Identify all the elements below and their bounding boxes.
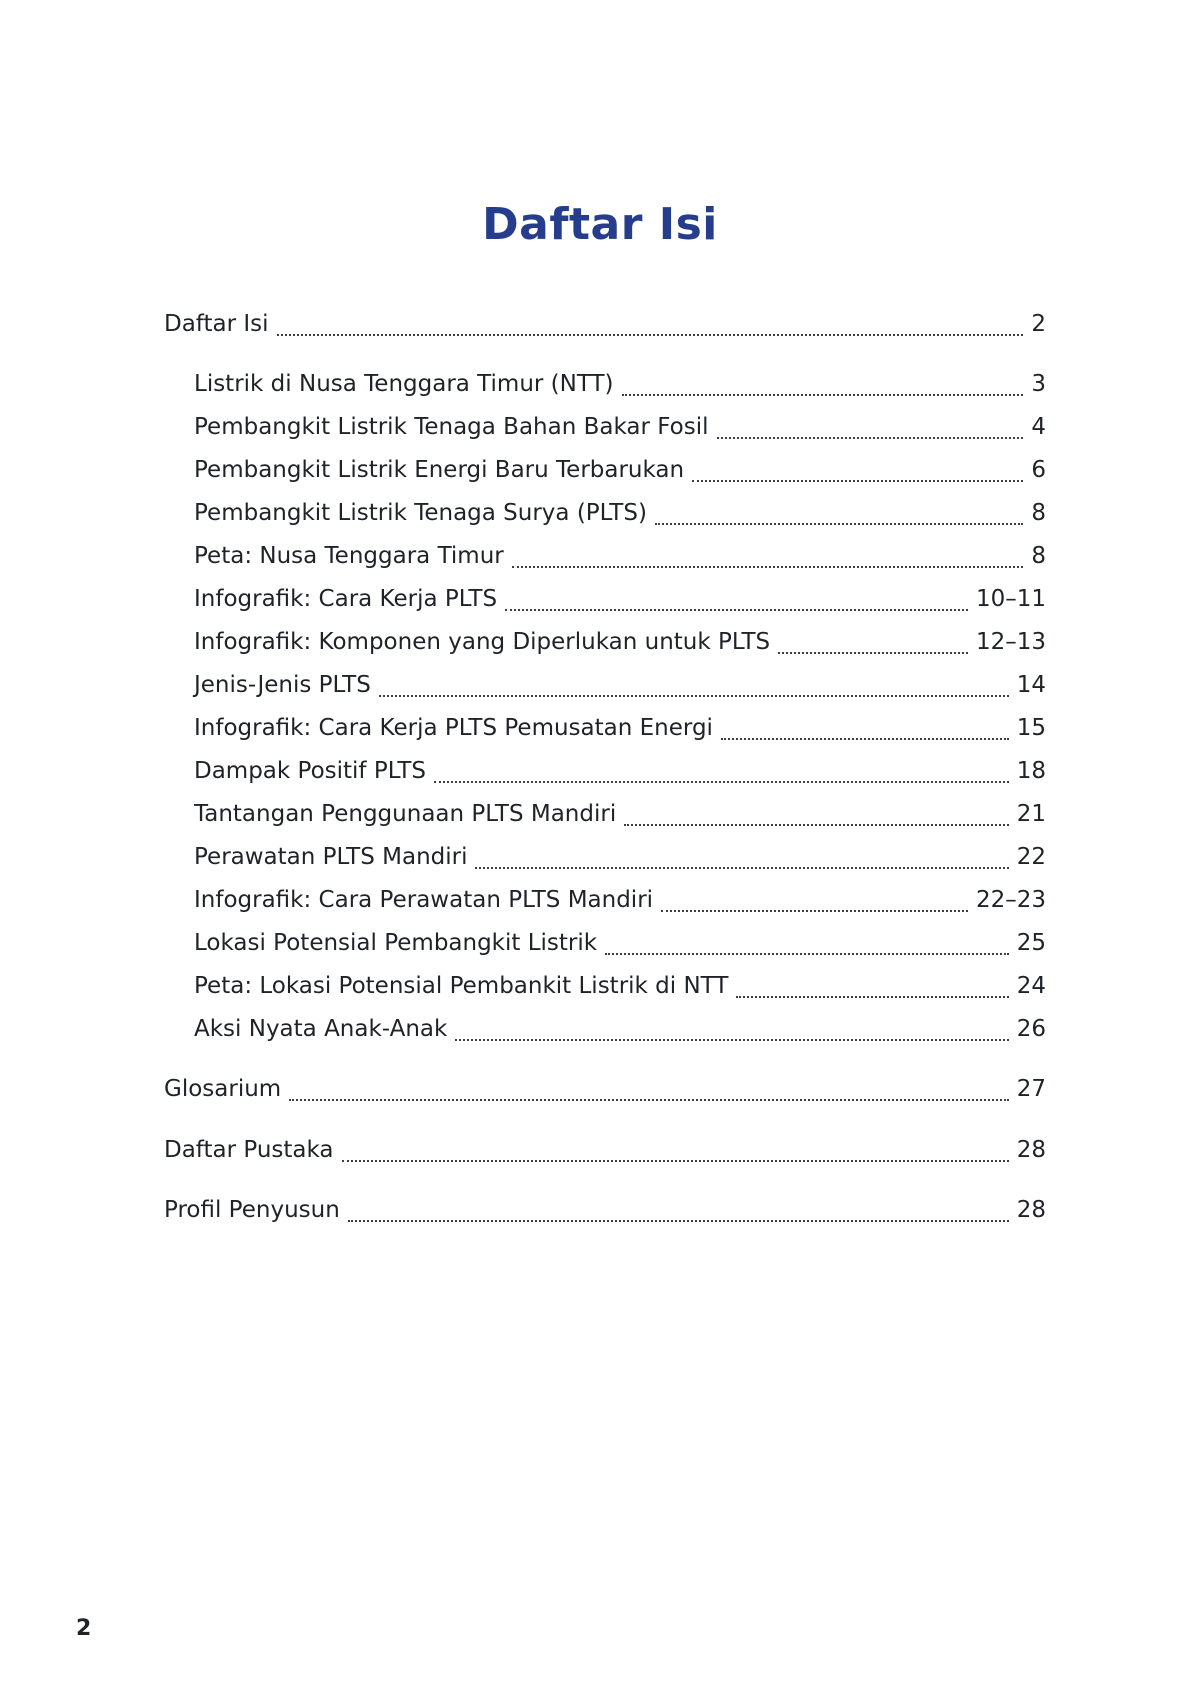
toc-dot-leader: [661, 910, 968, 912]
toc-entry-label: Infografik: Cara Kerja PLTS: [194, 586, 498, 612]
toc-entry-label: Listrik di Nusa Tenggara Timur (NTT): [194, 371, 614, 397]
toc-entry-label: Daftar Pustaka: [164, 1137, 334, 1163]
toc-entry-page: 3: [1031, 371, 1046, 397]
toc-dot-leader: [512, 566, 1024, 568]
toc-entry-label: Perawatan PLTS Mandiri: [194, 844, 468, 870]
toc-entry-label: Pembangkit Listrik Tenaga Surya (PLTS): [194, 500, 647, 526]
toc-entry-pembangkit-ebt[interactable]: [194, 452, 1046, 488]
toc-entry-page: 28: [1016, 1137, 1046, 1163]
toc-dot-leader: [455, 1039, 1008, 1041]
toc-entry-label: Infografik: Cara Kerja PLTS Pemusatan Energi: [194, 715, 713, 741]
toc-entry-perawatan[interactable]: [194, 839, 1046, 875]
toc-entry-page: 4: [1031, 414, 1046, 440]
toc-entry-page: 15: [1016, 715, 1046, 741]
toc-entry-daftar-isi[interactable]: [164, 306, 1046, 342]
toc-dot-leader: [655, 523, 1023, 525]
toc-entry-infografik-perawatan[interactable]: [194, 882, 1046, 918]
toc-entry-page: 27: [1016, 1076, 1046, 1102]
toc-entry-page: 6: [1031, 457, 1046, 483]
toc-dot-leader: [348, 1220, 1009, 1222]
toc-entry-page: 25: [1016, 930, 1046, 956]
toc-entry-label: Lokasi Potensial Pembangkit Listrik: [194, 930, 598, 956]
page-title: Daftar Isi: [482, 199, 718, 251]
toc-entry-page: 22–23: [975, 887, 1046, 913]
toc-entry-label: Infografik: Komponen yang Diperlukan untuk PLTS: [194, 629, 771, 655]
toc-dot-leader: [622, 394, 1024, 396]
toc-entry-label: Aksi Nyata Anak-Anak: [194, 1016, 448, 1042]
toc-dot-leader: [434, 781, 1009, 783]
toc-entry-label: Dampak Positif PLTS: [194, 758, 427, 784]
toc-entry-label: Glosarium: [164, 1076, 282, 1102]
toc-dot-leader: [277, 334, 1024, 336]
toc-entry-glosarium[interactable]: [164, 1071, 1046, 1107]
toc-entry-label: Pembangkit Listrik Energi Baru Terbarukan: [194, 457, 685, 483]
toc-entry-label: Peta: Lokasi Potensial Pembankit Listrik di NTT: [194, 973, 729, 999]
toc-entry-page: 14: [1016, 672, 1046, 698]
toc-entry-aksi-nyata[interactable]: [194, 1011, 1046, 1047]
toc-entry-profil-penyusun[interactable]: [164, 1192, 1046, 1228]
toc-dot-leader: [505, 609, 968, 611]
toc-dot-leader: [605, 953, 1009, 955]
toc-entry-jenis-plts[interactable]: [194, 667, 1046, 703]
toc-entry-page: 2: [1031, 311, 1046, 337]
toc-entry-page: 21: [1016, 801, 1046, 827]
toc-dot-leader: [736, 996, 1008, 998]
toc-entry-page: 8: [1031, 543, 1046, 569]
toc-entry-label: Profil Penyusun: [164, 1197, 340, 1223]
toc-dot-leader: [289, 1099, 1009, 1101]
toc-dot-leader: [692, 480, 1023, 482]
toc-entry-label: Daftar Isi: [164, 311, 269, 337]
toc-entry-pembangkit-fosil[interactable]: [194, 409, 1046, 445]
toc-entry-label: Peta: Nusa Tenggara Timur: [194, 543, 504, 569]
toc-entry-page: 22: [1016, 844, 1046, 870]
toc-entry-tantangan[interactable]: [194, 796, 1046, 832]
toc-entry-infografik-cara-kerja[interactable]: [194, 581, 1046, 617]
toc-entry-label: Infografik: Cara Perawatan PLTS Mandiri: [194, 887, 654, 913]
toc-dot-leader: [721, 738, 1009, 740]
toc-entry-peta-lokasi[interactable]: [194, 968, 1046, 1004]
toc-entry-label: Jenis-Jenis PLTS: [194, 672, 371, 698]
toc-entry-daftar-pustaka[interactable]: [164, 1132, 1046, 1168]
toc-entry-page: 12–13: [975, 629, 1046, 655]
toc-dot-leader: [379, 695, 1009, 697]
toc-dot-leader: [778, 652, 968, 654]
toc-entry-infografik-pemusatan[interactable]: [194, 710, 1046, 746]
toc-entry-label: Tantangan Penggunaan PLTS Mandiri: [194, 801, 617, 827]
toc-entry-page: 10–11: [975, 586, 1046, 612]
toc-entry-page: 8: [1031, 500, 1046, 526]
toc-entry-page: 26: [1016, 1016, 1046, 1042]
toc-entry-label: Pembangkit Listrik Tenaga Bahan Bakar Fosil: [194, 414, 709, 440]
toc-entry-lokasi-potensial[interactable]: [194, 925, 1046, 961]
toc-entry-page: 24: [1016, 973, 1046, 999]
toc-dot-leader: [342, 1160, 1009, 1162]
toc-entry-dampak-positif[interactable]: [194, 753, 1046, 789]
toc-dot-leader: [717, 437, 1024, 439]
page-number: 2: [76, 1616, 92, 1641]
toc-dot-leader: [624, 824, 1008, 826]
toc-entry-infografik-komponen[interactable]: [194, 624, 1046, 660]
toc-entry-page: 28: [1016, 1197, 1046, 1223]
toc-entry-page: 18: [1016, 758, 1046, 784]
toc-entry-peta-ntt[interactable]: [194, 538, 1046, 574]
toc-entry-listrik-di-ntt[interactable]: [194, 366, 1046, 402]
toc-dot-leader: [475, 867, 1008, 869]
toc-entry-plts[interactable]: [194, 495, 1046, 531]
